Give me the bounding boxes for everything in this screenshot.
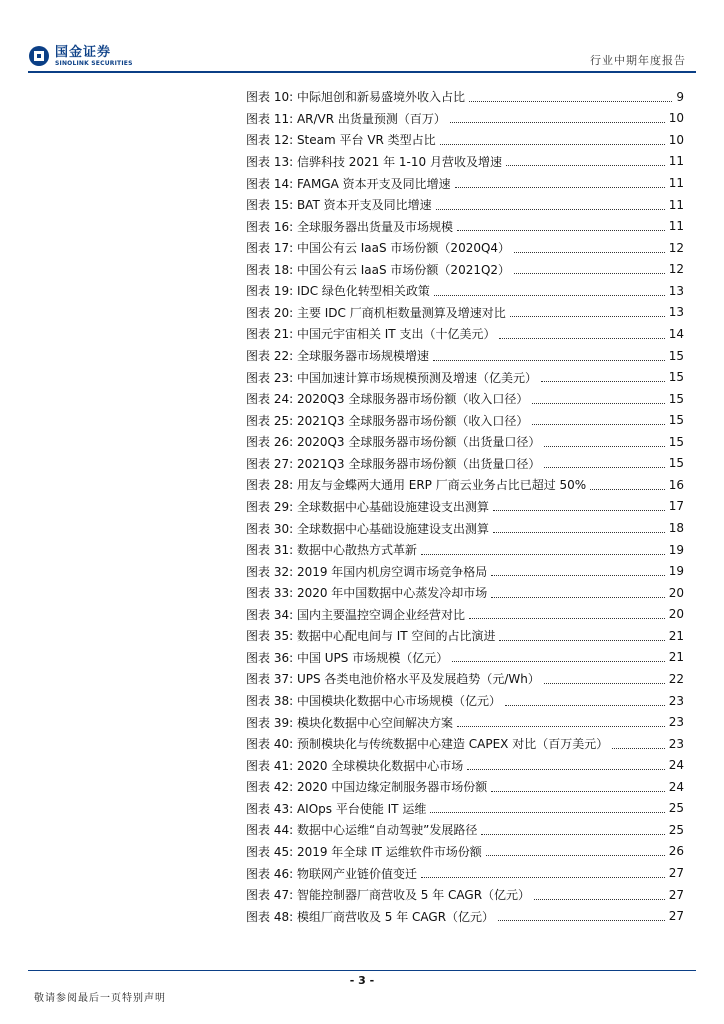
toc-leader-dots [457, 230, 665, 231]
toc-leader-dots [436, 209, 665, 210]
toc-entry-label: 图表 27: 2021Q3 全球服务器市场份额（出货量口径） [246, 456, 541, 471]
toc-entry-label: 图表 18: 中国公有云 IaaS 市场份额（2021Q2） [246, 262, 511, 277]
toc-entry-page: 15 [668, 413, 684, 428]
toc-entry-label: 图表 30: 全球数据中心基础设施建设支出测算 [246, 521, 489, 536]
toc-entry[interactable] [246, 280, 684, 302]
toc-leader-dots [534, 899, 665, 900]
toc-entry-page: 27 [668, 866, 684, 881]
toc-entry-page: 14 [668, 326, 684, 341]
toc-entry[interactable] [246, 668, 684, 690]
toc-entry[interactable] [246, 647, 684, 669]
toc-entry-label: 图表 41: 2020 全球模块化数据中心市场 [246, 758, 464, 773]
toc-entry-page: 18 [668, 521, 684, 536]
toc-entry-page: 23 [668, 693, 684, 708]
toc-leader-dots [440, 144, 665, 145]
toc-entry-label: 图表 25: 2021Q3 全球服务器市场份额（收入口径） [246, 413, 529, 428]
toc-entry[interactable] [246, 711, 684, 733]
toc-entry[interactable] [246, 690, 684, 712]
toc-entry-page: 15 [668, 370, 684, 385]
toc-entry-label: 图表 19: IDC 绿色化转型相关政策 [246, 284, 430, 299]
toc-entry[interactable] [246, 151, 684, 173]
toc-entry-page: 26 [668, 844, 684, 859]
toc-entry-page: 11 [668, 154, 684, 169]
toc-entry-label: 图表 29: 全球数据中心基础设施建设支出测算 [246, 499, 489, 514]
toc-entry-page: 9 [676, 89, 684, 104]
toc-entry[interactable] [246, 604, 684, 626]
toc-leader-dots [481, 834, 664, 835]
toc-entry-label: 图表 26: 2020Q3 全球服务器市场份额（出货量口径） [246, 435, 541, 450]
toc-entry[interactable] [246, 625, 684, 647]
toc-leader-dots [493, 532, 665, 533]
logo-icon [28, 45, 50, 67]
toc-entry-label: 图表 28: 用友与金蝶两大通用 ERP 厂商云业务占比已超过 50% [246, 478, 587, 493]
toc-entry-page: 27 [668, 909, 684, 924]
toc-entry[interactable] [246, 819, 684, 841]
toc-entry[interactable] [246, 496, 684, 518]
toc-entry[interactable] [246, 237, 684, 259]
toc-entry-page: 11 [668, 197, 684, 212]
toc-leader-dots [612, 748, 665, 749]
toc-entry-label: 图表 32: 2019 年国内机房空调市场竞争格局 [246, 564, 488, 579]
logo-chinese-name: 国金证券 [55, 44, 112, 60]
company-logo [28, 40, 133, 72]
toc-leader-dots [499, 338, 664, 339]
toc-leader-dots [532, 403, 664, 404]
toc-entry-label: 图表 44: 数据中心运维“自动驾驶”发展路径 [246, 823, 478, 838]
toc-entry-label: 图表 33: 2020 年中国数据中心蒸发冷却市场 [246, 586, 488, 601]
toc-leader-dots [506, 165, 665, 166]
toc-entry-page: 13 [668, 283, 684, 298]
toc-entry[interactable] [246, 194, 684, 216]
toc-entry-page: 10 [668, 132, 684, 147]
toc-leader-dots [590, 489, 665, 490]
toc-entry-page: 25 [668, 822, 684, 837]
toc-leader-dots [544, 446, 664, 447]
toc-leader-dots [491, 791, 664, 792]
toc-entry-page: 21 [668, 628, 684, 643]
toc-entry[interactable] [246, 560, 684, 582]
toc-leader-dots [541, 381, 665, 382]
toc-entry-label: 图表 38: 中国模块化数据中心市场规模（亿元） [246, 694, 501, 709]
toc-entry[interactable] [246, 388, 684, 410]
toc-entry-label: 图表 21: 中国元宇宙相关 IT 支出（十亿美元） [246, 327, 496, 342]
toc-entry[interactable] [246, 905, 684, 927]
toc-entry-page: 15 [668, 434, 684, 449]
toc-entry-label: 图表 37: UPS 各类电池价格水平及发展趋势（元/Wh） [246, 672, 540, 687]
toc-leader-dots [433, 360, 665, 361]
toc-leader-dots [421, 877, 665, 878]
toc-entry-page: 15 [668, 348, 684, 363]
toc-entry[interactable] [246, 582, 684, 604]
toc-entry-label: 图表 10: 中际旭创和新易盛境外收入占比 [246, 90, 465, 105]
toc-leader-dots [450, 122, 665, 123]
toc-entry[interactable] [246, 259, 684, 281]
toc-entry-page: 16 [668, 477, 684, 492]
header-divider [28, 71, 696, 73]
toc-entry[interactable] [246, 862, 684, 884]
toc-leader-dots [499, 640, 664, 641]
toc-entry-label: 图表 24: 2020Q3 全球服务器市场份额（收入口径） [246, 392, 529, 407]
toc-entry-label: 图表 31: 数据中心散热方式革新 [246, 543, 417, 558]
page-header [0, 0, 724, 80]
toc-entry[interactable] [246, 172, 684, 194]
toc-entry-page: 24 [668, 779, 684, 794]
toc-entry-label: 图表 45: 2019 年全球 IT 运维软件市场份额 [246, 844, 482, 859]
toc-entry[interactable] [246, 776, 684, 798]
toc-entry-page: 23 [668, 736, 684, 751]
toc-entry-label: 图表 22: 全球服务器市场规模增速 [246, 349, 429, 364]
toc-leader-dots [469, 618, 665, 619]
toc-leader-dots [491, 597, 664, 598]
toc-entry-label: 图表 46: 物联网产业链价值变迁 [246, 866, 417, 881]
toc-entry-page: 12 [668, 240, 684, 255]
toc-entry[interactable] [246, 517, 684, 539]
report-type: 行业中期年度报告 [590, 54, 686, 67]
toc-entry-page: 24 [668, 758, 684, 773]
toc-entry-page: 27 [668, 887, 684, 902]
toc-entry-page: 21 [668, 650, 684, 665]
toc-entry-label: 图表 15: BAT 资本开支及同比增速 [246, 198, 432, 213]
toc-entry-page: 22 [668, 671, 684, 686]
toc-leader-dots [505, 705, 665, 706]
toc-entry-label: 图表 17: 中国公有云 IaaS 市场份额（2020Q4） [246, 241, 511, 256]
toc-entry[interactable] [246, 409, 684, 431]
toc-entry-label: 图表 39: 模块化数据中心空间解决方案 [246, 715, 453, 730]
toc-entry-label: 图表 47: 智能控制器厂商营收及 5 年 CAGR（亿元） [246, 888, 531, 903]
toc-entry[interactable] [246, 474, 684, 496]
footer-divider [28, 970, 696, 971]
toc-entry[interactable] [246, 798, 684, 820]
toc-entry[interactable] [246, 754, 684, 776]
toc-leader-dots [452, 661, 665, 662]
logo-english-name: SINOLINK SECURITIES [55, 59, 133, 67]
toc-entry-page: 11 [668, 219, 684, 234]
toc-entry[interactable] [246, 884, 684, 906]
toc-entry[interactable] [246, 86, 684, 108]
toc-entry-label: 图表 40: 预制模块化与传统数据中心建造 CAPEX 对比（百万美元） [246, 737, 609, 752]
toc-entry[interactable] [246, 431, 684, 453]
toc-entry[interactable] [246, 453, 684, 475]
toc-leader-dots [493, 510, 665, 511]
toc-entry[interactable] [246, 323, 684, 345]
toc-entry-page: 23 [668, 715, 684, 730]
toc-entry-label: 图表 13: 信骅科技 2021 年 1-10 月营收及增速 [246, 154, 502, 169]
toc-entry-label: 图表 11: AR/VR 出货量预测（百万） [246, 111, 446, 126]
toc-entry[interactable] [246, 733, 684, 755]
toc-entry-label: 图表 16: 全球服务器出货量及市场规模 [246, 219, 453, 234]
toc-entry-page: 15 [668, 391, 684, 406]
toc-entry-label: 图表 23: 中国加速计算市场规模预测及增速（亿美元） [246, 370, 537, 385]
toc-leader-dots [467, 769, 664, 770]
toc-entry-page: 19 [668, 564, 684, 579]
toc-entry-page: 19 [668, 542, 684, 557]
toc-entry-label: 图表 48: 模组厂商营收及 5 年 CAGR（亿元） [246, 909, 495, 924]
disclaimer: 敬请参阅最后一页特别声明 [34, 993, 166, 1004]
toc-entry[interactable] [246, 302, 684, 324]
toc-leader-dots [430, 812, 664, 813]
toc-leader-dots [421, 554, 665, 555]
toc-leader-dots [532, 424, 664, 425]
toc-entry-label: 图表 34: 国内主要温控空调企业经营对比 [246, 607, 465, 622]
table-of-figures [246, 86, 684, 927]
toc-entry-label: 图表 43: AIOps 平台使能 IT 运维 [246, 801, 427, 816]
toc-leader-dots [498, 920, 665, 921]
toc-entry-label: 图表 36: 中国 UPS 市场规模（亿元） [246, 650, 449, 665]
toc-entry-page: 12 [668, 262, 684, 277]
toc-leader-dots [491, 575, 664, 576]
toc-entry-page: 20 [668, 585, 684, 600]
toc-entry[interactable] [246, 129, 684, 151]
toc-leader-dots [486, 855, 665, 856]
toc-entry[interactable] [246, 841, 684, 863]
toc-entry[interactable] [246, 366, 684, 388]
toc-leader-dots [544, 683, 665, 684]
toc-leader-dots [510, 316, 665, 317]
toc-leader-dots [544, 467, 664, 468]
toc-entry[interactable] [246, 345, 684, 367]
toc-entry-page: 17 [668, 499, 684, 514]
toc-entry-page: 20 [668, 607, 684, 622]
toc-leader-dots [455, 187, 665, 188]
toc-entry-label: 图表 35: 数据中心配电间与 IT 空间的占比演进 [246, 629, 496, 644]
toc-leader-dots [457, 726, 665, 727]
toc-entry-label: 图表 20: 主要 IDC 厂商机柜数量测算及增速对比 [246, 305, 506, 320]
toc-leader-dots [514, 252, 665, 253]
toc-entry-page: 25 [668, 801, 684, 816]
toc-entry-page: 13 [668, 305, 684, 320]
toc-entry-page: 15 [668, 456, 684, 471]
toc-leader-dots [469, 101, 672, 102]
toc-entry[interactable] [246, 108, 684, 130]
toc-leader-dots [514, 273, 665, 274]
toc-entry-label: 图表 12: Steam 平台 VR 类型占比 [246, 133, 436, 148]
toc-entry-label: 图表 42: 2020 中国边缘定制服务器市场份额 [246, 780, 488, 795]
toc-entry[interactable] [246, 215, 684, 237]
toc-entry-label: 图表 14: FAMGA 资本开支及同比增速 [246, 176, 451, 191]
toc-entry-page: 10 [668, 111, 684, 126]
toc-leader-dots [434, 295, 665, 296]
page-number: - 3 - [349, 974, 375, 987]
toc-entry[interactable] [246, 539, 684, 561]
toc-entry-page: 11 [668, 176, 684, 191]
